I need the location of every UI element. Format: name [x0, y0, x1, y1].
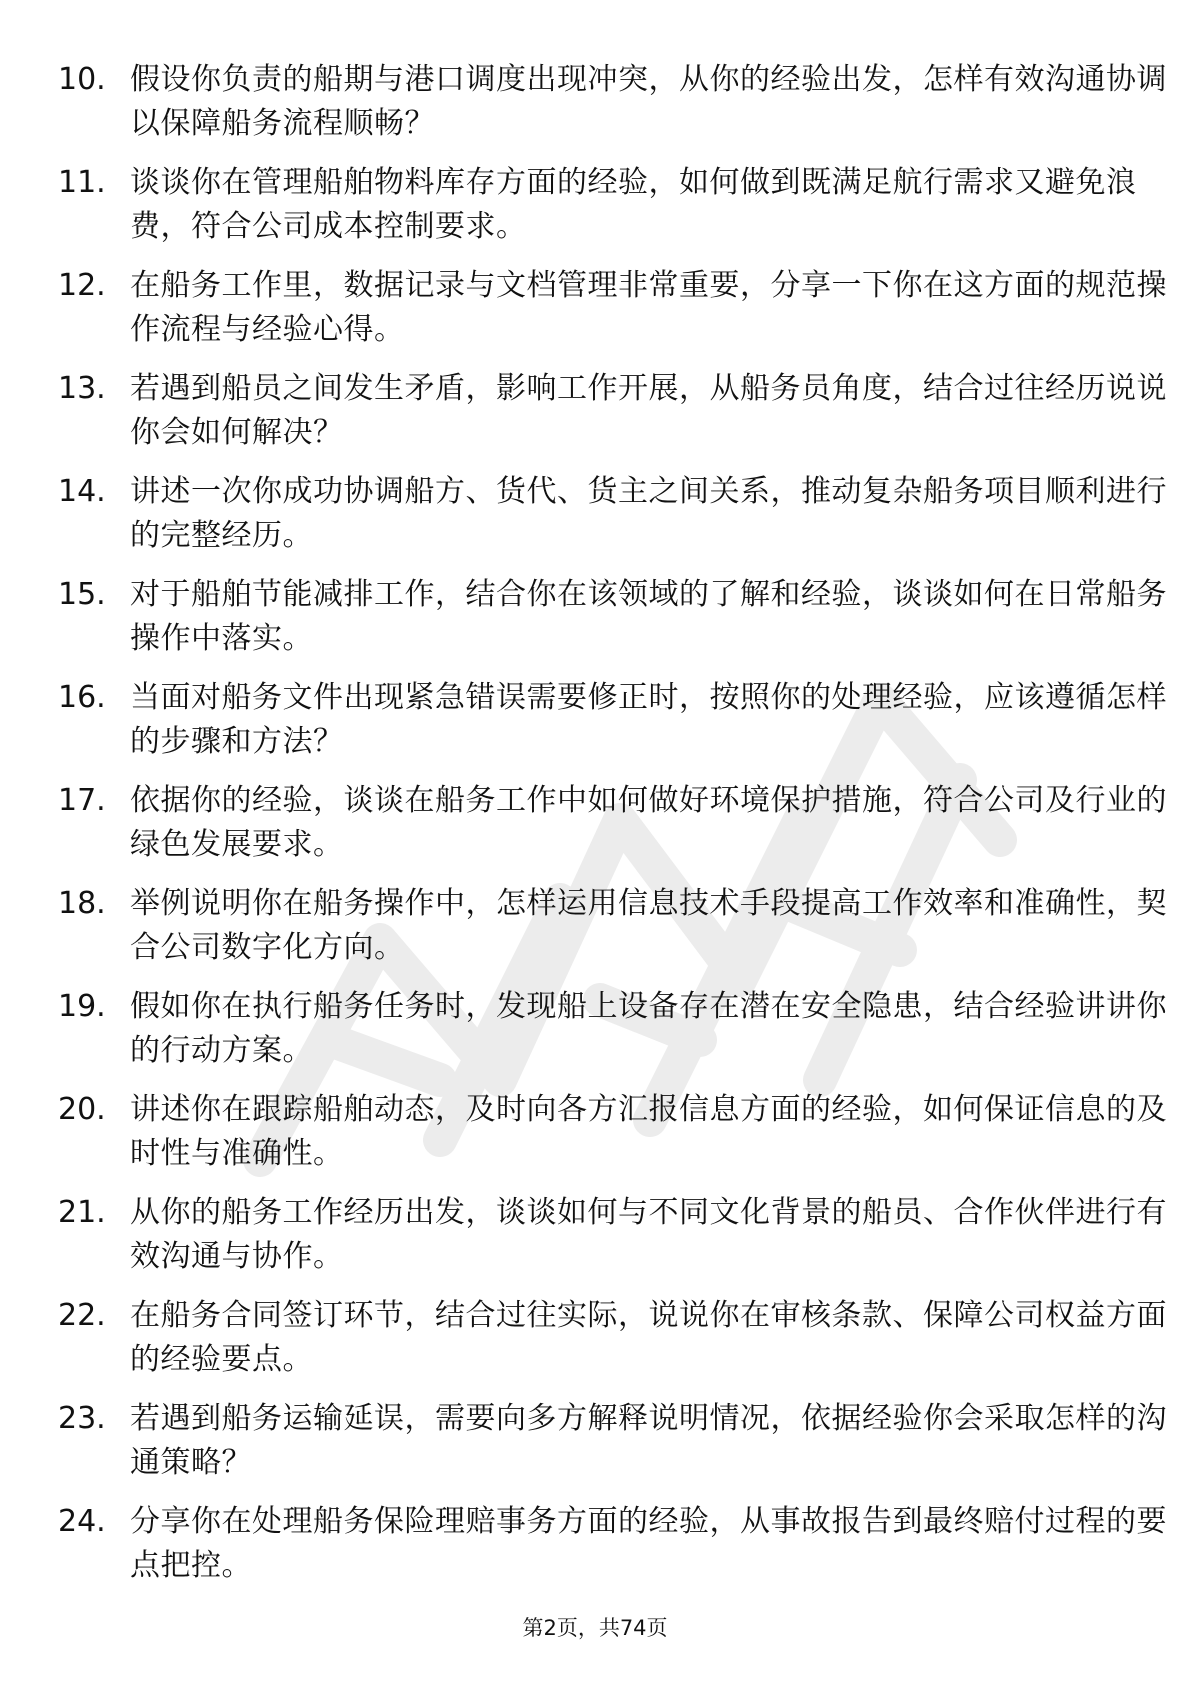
list-item — [58, 1500, 1167, 1603]
list-item — [58, 470, 1167, 573]
list-item — [58, 367, 1167, 470]
question-number: 13. — [58, 371, 106, 406]
list-item — [58, 882, 1167, 985]
question-number: 20. — [58, 1092, 106, 1127]
question-text: 谈谈你在管理船舶物料库存方面的经验，如何做到既满足航行需求又避免浪费，符合公司成本控制要求。 — [130, 165, 1137, 244]
question-number: 14. — [58, 474, 106, 509]
question-number: 22. — [58, 1298, 106, 1333]
question-number: 18. — [58, 886, 106, 921]
list-item — [58, 779, 1167, 882]
list-item — [58, 1294, 1167, 1397]
list-item — [58, 985, 1167, 1088]
question-number: 16. — [58, 680, 106, 715]
list-item — [58, 1397, 1167, 1500]
question-text: 若遇到船务运输延误，需要向多方解释说明情况，依据经验你会采取怎样的沟通策略？ — [130, 1401, 1167, 1480]
question-text: 在船务工作里，数据记录与文档管理非常重要，分享一下你在这方面的规范操作流程与经验心得。 — [130, 268, 1167, 347]
list-item — [58, 58, 1167, 161]
question-number: 19. — [58, 989, 106, 1024]
question-number: 12. — [58, 268, 106, 303]
page-footer: 第2页，共74页 — [522, 1616, 668, 1640]
list-item — [58, 161, 1137, 264]
question-text: 分享你在处理船务保险理赔事务方面的经验，从事故报告到最终赔付过程的要点把控。 — [130, 1504, 1167, 1583]
question-text: 假设你负责的船期与港口调度出现冲突，从你的经验出发，怎样有效沟通协调以保障船务流程顺畅？ — [130, 62, 1167, 141]
question-number: 10. — [58, 62, 106, 97]
question-text: 讲述一次你成功协调船方、货代、货主之间关系，推动复杂船务项目顺利进行的完整经历。 — [130, 474, 1167, 553]
list-item — [58, 676, 1167, 779]
question-text: 举例说明你在船务操作中，怎样运用信息技术手段提高工作效率和准确性，契合公司数字化方向。 — [130, 886, 1167, 965]
question-text: 在船务合同签订环节，结合过往实际，说说你在审核条款、保障公司权益方面的经验要点。 — [130, 1298, 1167, 1377]
question-text: 假如你在执行船务任务时，发现船上设备存在潜在安全隐患，结合经验讲讲你的行动方案。 — [130, 989, 1167, 1068]
question-number: 21. — [58, 1195, 106, 1230]
question-text: 当面对船务文件出现紧急错误需要修正时，按照你的处理经验，应该遵循怎样的步骤和方法？ — [130, 680, 1167, 759]
list-item — [58, 573, 1167, 676]
question-number: 11. — [58, 165, 106, 200]
question-number: 24. — [58, 1504, 106, 1539]
question-text: 讲述你在跟踪船舶动态，及时向各方汇报信息方面的经验，如何保证信息的及时性与准确性。 — [130, 1092, 1167, 1171]
question-text: 依据你的经验，谈谈在船务工作中如何做好环境保护措施，符合公司及行业的绿色发展要求。 — [130, 783, 1167, 862]
list-item — [58, 1088, 1167, 1191]
question-number: 17. — [58, 783, 106, 818]
question-text: 从你的船务工作经历出发，谈谈如何与不同文化背景的船员、合作伙伴进行有效沟通与协作。 — [130, 1195, 1167, 1274]
question-number: 23. — [58, 1401, 106, 1436]
question-text: 对于船舶节能减排工作，结合你在该领域的了解和经验，谈谈如何在日常船务操作中落实。 — [130, 577, 1167, 656]
list-item — [58, 1191, 1167, 1294]
question-number: 15. — [58, 577, 106, 612]
question-text: 若遇到船员之间发生矛盾，影响工作开展，从船务员角度，结合过往经历说说你会如何解决？ — [130, 371, 1167, 450]
question-list — [58, 58, 1167, 1603]
list-item — [58, 264, 1167, 367]
